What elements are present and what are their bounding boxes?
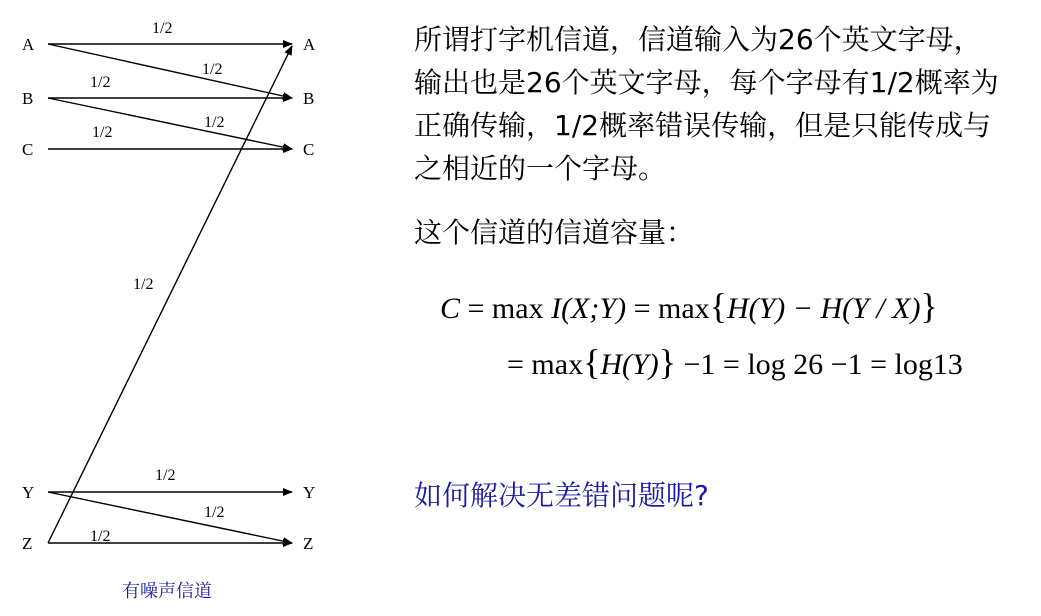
formula2-result: −1 = log 26 −1 = log13 [675, 348, 963, 381]
output-nodes [303, 35, 316, 553]
prob-label-y-z: 1/2 [204, 504, 225, 521]
transition-y-z [48, 492, 292, 543]
input-nodes [22, 35, 35, 553]
input-node-y: Y [22, 483, 35, 502]
prob-label-a-b: 1/2 [202, 61, 223, 78]
output-node-z: Z [303, 534, 314, 553]
formula-args: (X;Y) [561, 292, 627, 325]
input-node-c: C [22, 140, 34, 159]
output-node-c: C [303, 140, 315, 159]
output-node-a: A [303, 35, 316, 54]
capacity-title: 这个信道的信道容量： [414, 216, 695, 249]
prob-label-z-a: 1/2 [133, 276, 154, 293]
output-node-y: Y [303, 483, 316, 502]
capacity-formula-line-2 [507, 342, 963, 385]
formula2-eq-max: = max [507, 348, 584, 381]
input-node-z: Z [22, 534, 33, 553]
formula2-left-brace: { [583, 342, 601, 382]
transition-b-c [48, 98, 292, 149]
formula-entropy-difference: H(Y) − H(Y / X) [726, 292, 921, 325]
formula-right-brace: } [920, 286, 938, 326]
prob-label-y-y: 1/2 [155, 467, 176, 484]
prob-label-b-c: 1/2 [204, 114, 225, 131]
output-node-b: B [303, 89, 315, 108]
prob-label-a-a: 1/2 [152, 20, 173, 37]
formula-eq-max: = max [460, 292, 552, 325]
formula-eq-max-2: = max [626, 292, 710, 325]
channel-description [414, 18, 1034, 190]
prob-label-b-b: 1/2 [90, 74, 111, 91]
prob-label-z-z: 1/2 [90, 528, 111, 545]
formula-left-brace: { [709, 286, 727, 326]
description-line-1: 所谓打字机信道，信道输入为26个英文字母， [414, 23, 982, 56]
question-text: 如何解决无差错问题呢? [414, 479, 709, 512]
transition-a-b [48, 44, 292, 98]
formula-c: C [440, 292, 461, 325]
prob-label-c-c: 1/2 [92, 124, 113, 141]
input-node-b: B [22, 89, 34, 108]
description-line-2: 输出也是26个英文字母，每个字母有1/2概率为 [414, 66, 999, 99]
formula2-entropy: H(Y) [600, 348, 659, 381]
formula-i: I [551, 292, 562, 325]
description-line-4: 之相近的一个字母。 [414, 152, 667, 185]
capacity-formula-line-1 [440, 286, 938, 329]
description-line-3: 正确传输，1/2概率错误传输，但是只能传成与 [414, 109, 992, 142]
input-node-a: A [22, 35, 35, 54]
formula2-right-brace: } [658, 342, 676, 382]
diagram-caption: 有噪声信道 [122, 581, 212, 602]
probability-labels [90, 20, 224, 545]
